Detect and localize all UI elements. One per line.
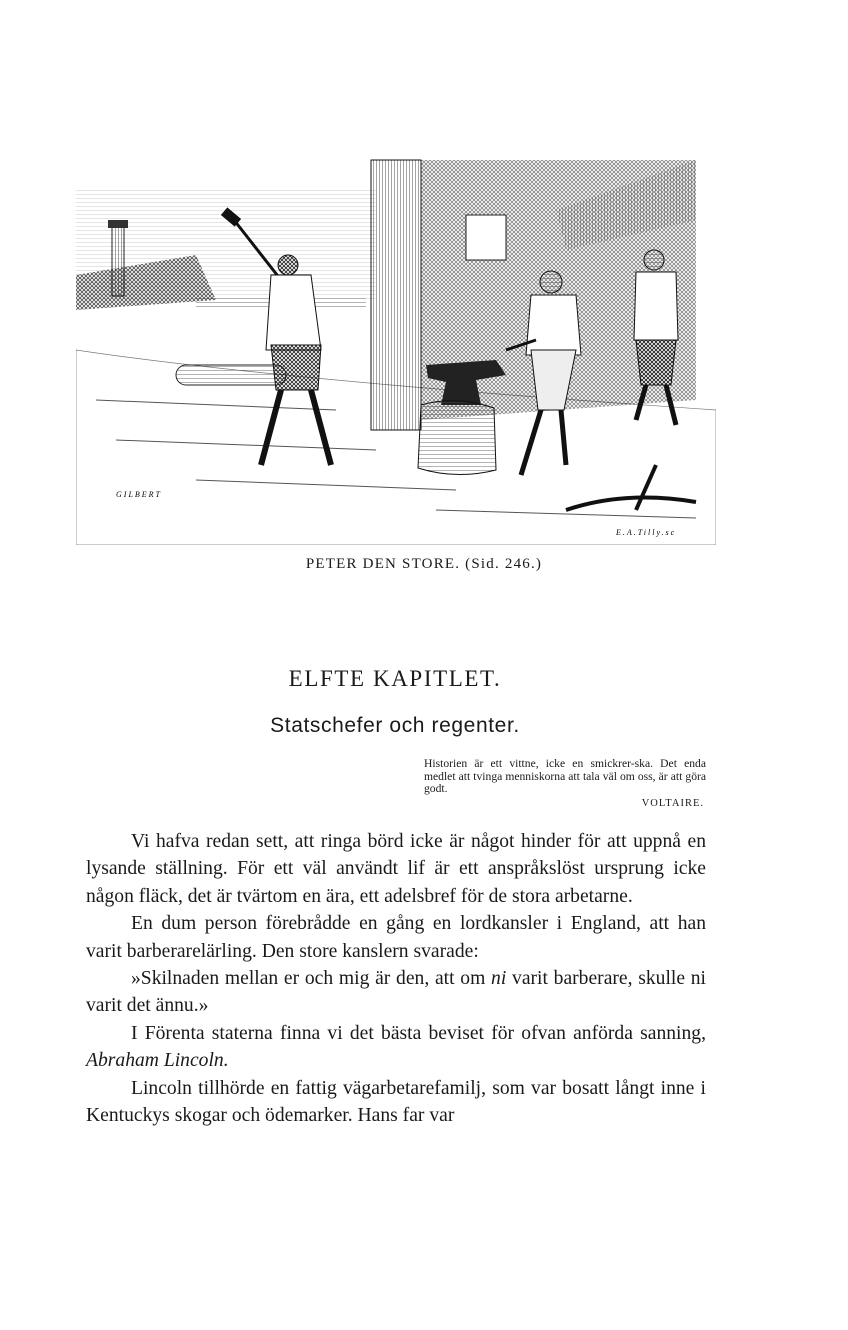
epigraph — [424, 758, 706, 810]
emphasis-name: Abraham Lincoln. — [86, 1050, 229, 1072]
artist-signature: GILBERT — [116, 490, 162, 499]
paragraph: Lincoln tillhörde en fattig vägarbetarefamilj, som var bosatt långt inne i Kentuckys skogar och ödemarker. Hans far var — [86, 1077, 706, 1127]
engraving-illustration — [76, 150, 716, 545]
body-text — [86, 828, 706, 1129]
paragraph-text: I Förenta staterna finna vi det bästa beviset för ofvan anförda sanning, — [131, 1022, 706, 1044]
illustration-caption: PETER DEN STORE. (Sid. 246.) — [305, 556, 543, 572]
quote-text: varit barberare, skulle ni varit det ännu.» — [86, 968, 707, 1017]
epigraph-author: VOLTAIRE. — [641, 797, 704, 809]
paragraph — [86, 1020, 706, 1075]
chapter-subtitle: Statschefer och regenter. — [270, 714, 520, 737]
chapter-title: ELFTE KAPITLET. — [288, 666, 502, 691]
paragraph: Vi hafva redan sett, att ringa börd icke är något hinder för att uppnå en lysande ställning. För ett väl användt lif är ett anspråkslöst ursprung icke någon fläck, det är tvärtom en ära, ett adelsbref för de stora arbetarne. — [86, 831, 706, 907]
paragraph — [86, 965, 706, 1020]
quote-text: »Skilnaden mellan er och mig är den, att om — [131, 968, 492, 990]
paragraph: En dum person förebrådde en gång en lordkansler i England, att han varit barberarelärling. Den store kanslern svarade: — [86, 913, 706, 962]
epigraph-text: Historien är ett vittne, icke en smickrer-ska. Det enda medlet att tvinga menniskorna att tala väl om oss, är att göra godt. — [424, 757, 706, 795]
emphasis: ni — [491, 968, 507, 990]
engraver-signature: E.A.Tilly.sc — [616, 528, 677, 537]
